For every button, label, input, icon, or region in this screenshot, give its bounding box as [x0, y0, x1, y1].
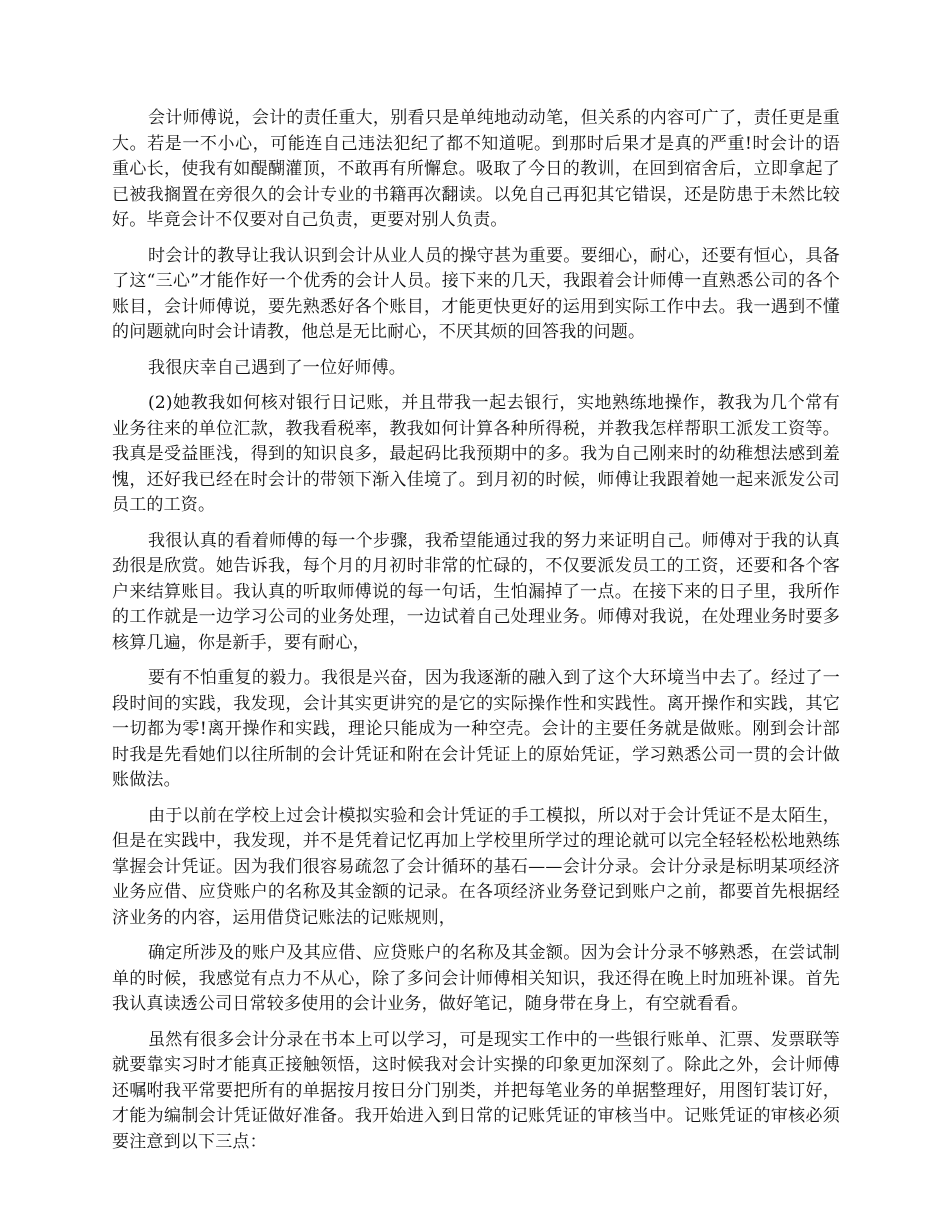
document-body [112, 106, 840, 1165]
paragraph: 我很认真的看着师傅的每一个步骤，我希望能通过我的努力来证明自己。师傅对于我的认真劲很是欣赏。她告诉我，每个月的月初时非常的忙碌的，不仅要派发员工的工资，还要和各个客户来结算账目。我认真的听取师傅说的每一句话，生怕漏掉了一点。在接下来的日子里，我所作的工作就是一边学习公司的业务处理，一边试着自己处理业务。师傅对我说，在处理业务时要多核算几遍，你是新手，要有耐心， [112, 530, 840, 653]
paragraph: 确定所涉及的账户及其应借、应贷账户的名称及其金额。因为会计分录不够熟悉，在尝试制单的时候，我感觉有点力不从心，除了多问会计师傅相关知识，我还得在晚上时加班补课。首先我认真读透公司日常较多使用的会计业务，做好笔记，随身带在身上，有空就看看。 [112, 943, 840, 1014]
paragraph: 要有不怕重复的毅力。我很是兴奋，因为我逐渐的融入到了这个大环境当中去了。经过了一段时间的实践，我发现，会计其实更讲究的是它的实际操作性和实践性。离开操作和实践，其它一切都为零!离开操作和实践，理论只能成为一种空壳。会计的主要任务就是做账。刚到会计部时我是先看她们以往所制的会计凭证和附在会计凭证上的原始凭证，学习熟悉公司一贯的会计做账做法。 [112, 668, 840, 790]
paragraph: 虽然有很多会计分录在书本上可以学习，可是现实工作中的一些银行账单、汇票、发票联等就要靠实习时才能真正接触领悟，这时候我对会计实操的印象更加深刻了。除此之外，会计师傅还嘱咐我平常要把所有的单据按月按日分门别类，并把每笔业务的单据整理好，用图钉装订好，才能为编制会计凭证做好准备。我开始进入到日常的记账凭证的审核当中。记账凭证的审核必须要注意到以下三点： [112, 1029, 840, 1152]
paragraph: 时会计的教导让我认识到会计从业人员的操守甚为重要。要细心，耐心，还要有恒心，具备了这“三心”才能作好一个优秀的会计人员。接下来的几天，我跟着会计师傅一直熟悉公司的各个账目，会计师傅说，要先熟悉好各个账目，才能更快更好的运用到实际工作中去。我一遇到不懂的问题就向时会计请教，他总是无比耐心，不厌其烦的回答我的问题。 [112, 245, 840, 342]
paragraph: 我很庆幸自己遇到了一位好师傅。 [148, 357, 406, 378]
paragraph: 会计师傅说，会计的责任重大，别看只是单纯地动动笔，但关系的内容可广了，责任更是重大。若是一不小心，可能连自己违法犯纪了都不知道呢。到那时后果才是真的严重!时会计的语重心长，使我有如醍醐灌顶，不敢再有所懈怠。吸取了今日的教训，在回到宿舍后，立即拿起了已被我搁置在旁很久的会计专业的书籍再次翻读。以免自己再犯其它错误，还是防患于未然比较好。毕竟会计不仅要对自己负责，更要对别人负责。 [112, 108, 840, 230]
paragraph: 由于以前在学校上过会计模拟实验和会计凭证的手工模拟，所以对于会计凭证不是太陌生，但是在实践中，我发现，并不是凭着记忆再加上学校里所学过的理论就可以完全轻轻松松地熟练掌握会计凭证。因为我们很容易疏忽了会计循环的基石——会计分录。会计分录是标明某项经济业务应借、应贷账户的名称及其金额的记录。在各项经济业务登记到账户之前，都要首先根据经济业务的内容，运用借贷记账法的记账规则， [112, 805, 840, 928]
paragraph: (2)她教我如何核对银行日记账，并且带我一起去银行，实地熟练地操作，教我为几个常有业务往来的单位汇款，教我看税率，教我如何计算各种所得税，并教我怎样帮职工派发工资等。我真是受益匪浅，得到的知识良多，最起码比我预期中的多。我为自己刚来时的幼稚想法感到羞愧，还好我已经在时会计的带领下渐入佳境了。到月初的时候，师傅让我跟着她一起来派发公司员工的工资。 [112, 393, 840, 515]
